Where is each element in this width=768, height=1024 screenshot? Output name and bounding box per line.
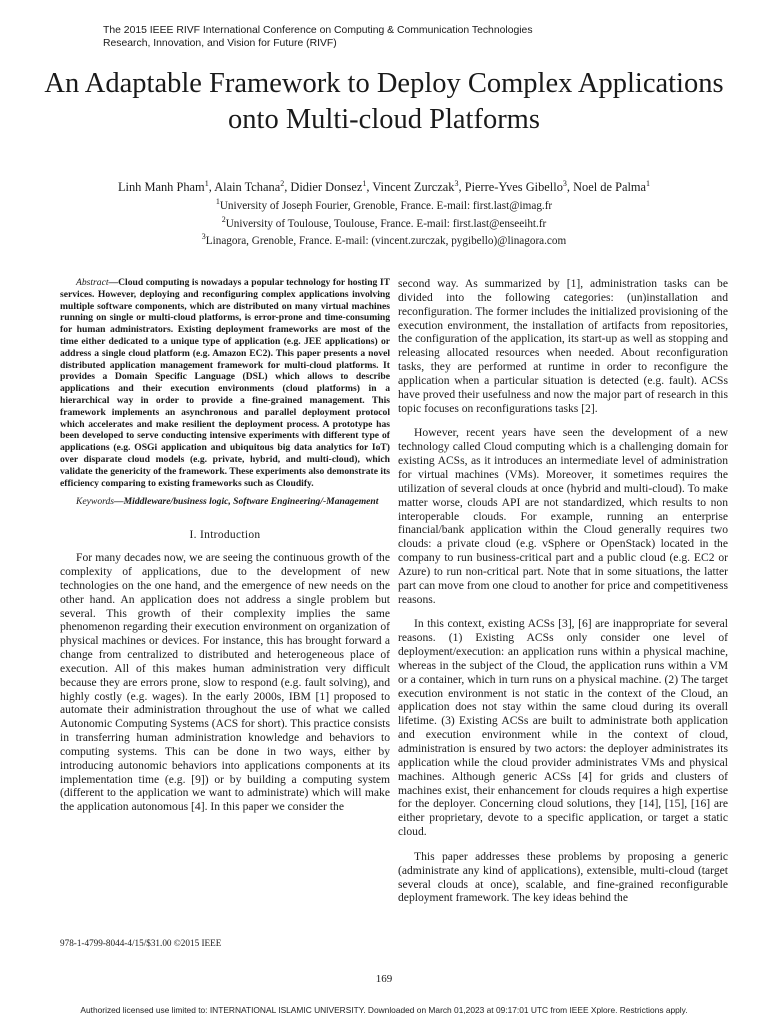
affiliation-mark: 1 (215, 197, 220, 206)
abstract-label: Abstract (76, 277, 109, 288)
section-heading-introduction: I. Introduction (189, 529, 261, 542)
author-affil-mark: 1 (362, 179, 367, 188)
body-paragraph: second way. As summarized by [1], administration tasks can be divided into the following categories: (un)installation and reconfiguration. The former includes the initialized provisioning of the execution environment, the installation of artifacts from repositories, the configuration of the application, its start-up as well as stopping and releasing allocated resources when needed. About reconfiguration tasks, they are performed at runtime in order to reconfigure the application when a particular situation is detected (e.g. fault). ACSs have proved their usefulness and now the major part of research in this topic focuses on reconfigurations tasks [2]. (398, 277, 728, 415)
abstract-text: —Cloud computing is nowadays a popular technology for hosting IT services. However, deploying and reconfiguring complex applications involving multiple software components, which are distributed on many virtual machines running on single or multi-cloud platforms, is error-prone and time-consuming for human administrators. Existing deployment frameworks are most of the time either dedicated to a unique type of application (e.g. JEE applications) or address a single cloud platform (e.g. Amazon EC2). This paper presents a novel distributed application management framework for multi-cloud platforms. It provides a Domain Specific Language (DSL) which allows to describe applications and their execution environments (cloud platforms) in a hierarchical way in order to provide a fine-grained management. This framework implements an asynchronous and parallel deployment protocol which accelerates and make resilient the deployment process. A prototype has been developed to serve conducting intensive experiments with different type of applications (e.g. OSGi application and ubiquitous big data analytics for IoT) over disparate cloud models (e.g. private, hybrid, and multi-cloud), which validate the genericity of the framework. These experiments also demonstrate its efficiency comparing to existing frameworks such as Cloudify. (60, 277, 390, 489)
right-column (398, 277, 728, 916)
affiliation-list (40, 198, 728, 251)
author-name: Alain Tchana (214, 180, 281, 194)
author-affil-mark: 2 (280, 179, 285, 188)
body-paragraph: This paper addresses these problems by proposing a generic (administrate any kind of applications), extensible, multi-cloud (target several clouds at once), scalable, and fine-grained reconfigurable deployment framework. The key ideas behind the (398, 849, 728, 905)
author-name: Noel de Palma (573, 180, 647, 194)
author-name: Didier Donsez (290, 180, 363, 194)
keywords-text: —Middleware/business logic, Software Engineering/-Management (114, 496, 379, 508)
affiliation-text: University of Toulouse, Toulouse, France. E-mail: first.last@enseeiht.fr (225, 217, 547, 230)
conference-header-line1: The 2015 IEEE RIVF International Conference on Computing & Communication Technologies (103, 25, 533, 36)
keywords-label: Keywords (76, 496, 115, 508)
affiliation-text: Linagora, Grenoble, France. E-mail: (vincent.zurczak, pygibello)@linagora.com (205, 235, 567, 247)
left-column (60, 277, 390, 814)
author-affil-mark: 3 (562, 179, 567, 188)
author-affil-mark: 1 (204, 179, 209, 188)
affiliation-mark: 2 (221, 214, 226, 224)
conference-header-line2: Research, Innovation, and Vision for Future (RIVF) (103, 38, 337, 49)
keywords (60, 496, 390, 508)
author-name: Pierre-Yves Gibello (464, 180, 563, 194)
affiliation (40, 198, 728, 216)
affiliation-text: University of Joseph Fourier, Grenoble, France. E-mail: first.last@imag.fr (219, 200, 553, 212)
author-affil-mark: 3 (454, 179, 459, 188)
body-paragraph: However, recent years have seen the development of a new technology called Cloud computing which is a challenging domain for existing ACSs, as it introduces an intermediate level of administration for virtual machines (VMs). Moreover, it sometimes requires the utilization of several clouds at once (hybrid and multi-cloud). To make matter worse, clouds API are not standardized, which results to non interoperable clouds. For example, running an enterprise financial/bank application within the Cloud generally requires two clouds: a private cloud (e.g. vSphere or OpenStack) located in the company to run business-critical part and a public cloud (e.g. EC2 or Azure) to run non-critical part. Note that in some situations, the latter part can move from one cloud to another for price and competitiveness reasons. (398, 426, 728, 606)
author-name: Vincent Zurczak (372, 180, 455, 194)
body-paragraph: In this context, existing ACSs [3], [6] are inappropriate for several reasons. (1) Existing ACSs only consider one level of deployment/execution: an application runs within a physical machine, whereas in the subject of the Cloud, the application runs within a VM or a container, which in turn runs on a physical machine. (2) The target execution environment is not static in the context of the Cloud, an application does not stay within the same cloud during its overall lifetime. (3) Existing ACSs are built to administrate both application and execution environment while in the context of cloud, administration is ensured by two actors: the deployer administrates its application while the cloud provider administrates VMs and physical machines. Although generic ACSs [4] for grids and clusters of machines exist, their enhancement for clouds requires a high expertise for the deployer. Concerning cloud solutions, they [14], [15], [16] are either proprietary, devote to a specific application, or target a static cloud. (398, 617, 728, 839)
affiliation (40, 233, 728, 251)
page-number: 169 (375, 973, 393, 985)
abstract (60, 277, 390, 489)
author-list: Linh Manh Pham$^1$, Alain Tchana$^2$, Didier Donsez$^1$, Vincent Zurczak$^3$, Pierre-Yves Gibello$^3$, Noel de Palma$^1$ (117, 179, 651, 194)
affiliation-mark: 3 (201, 232, 206, 241)
copyright-notice: 978-1-4799-8044-4/15/$31.00 ©2015 IEEE (60, 938, 222, 948)
intro-paragraph: For many decades now, we are seeing the continuous growth of the complexity of applications, due to the development of new technologies on the one hand, and the emergence of new needs on the other hand. An application does not address a single problem but several. This growth of their complexity implies the same phenomenon regarding their execution environment on organization of physical machines or devices. For instance, this has brought forward a change from centralized to distributed and heterogeneous place of execution. All of this makes human administration very difficult because they are errors prone, slow to respond (e.g. fault solving), and highly costly (e.g. wages). In the early 2000s, IBM [1] proposed to automate their administration throughout the use of what we called Autonomic Computing Systems (ACS for short). This practice consists in transferring human administration knowledge and behaviors to computing systems. This can be done in two ways, either by introducing autonomic behaviors into applications components at its implementation time (e.g. [9]) or by building a computing system (different to the application we want to administrate) which will make the application autonomous [4]. In this paper we consider the (60, 551, 390, 814)
conference-header (103, 24, 663, 50)
affiliation (40, 216, 728, 234)
license-footer: Authorized licensed use limited to: INTERNATIONAL ISLAMIC UNIVERSITY. Downloaded on March 01,2023 at 09:17:01 UTC from IEEE Xplore. Restrictions apply. (80, 1005, 688, 1015)
paper-title: An Adaptable Framework to Deploy Complex Applications onto Multi-cloud Platforms (44, 68, 724, 135)
author-name: Linh Manh Pham (117, 180, 205, 194)
author-affil-mark: 1 (646, 179, 651, 188)
